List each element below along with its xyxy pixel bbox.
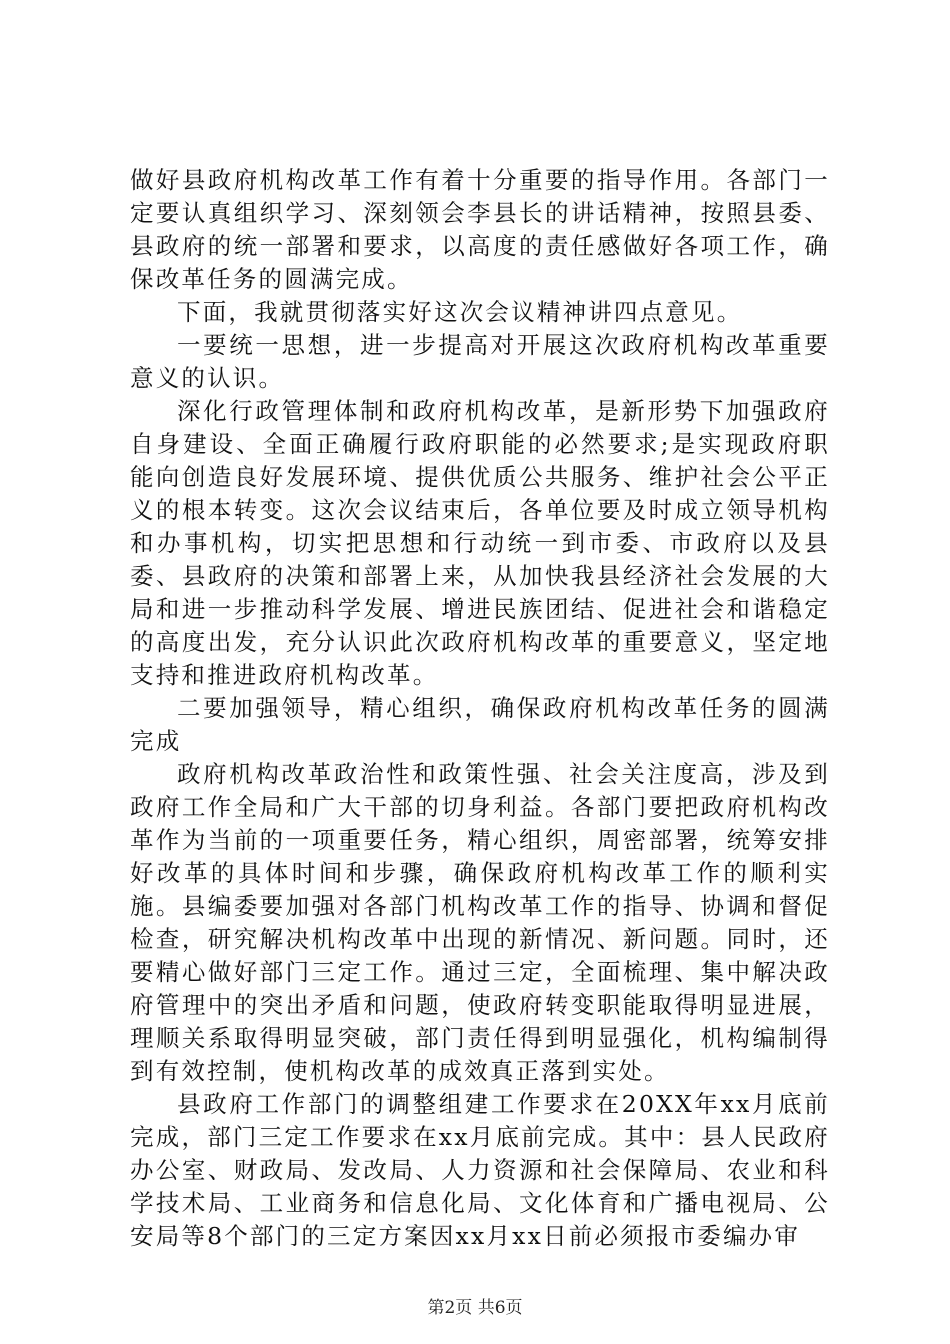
- page-number-footer: 第2页 共6页: [427, 1298, 523, 1318]
- section-heading: 一要统一思想，进一步提高对开展这次政府机构改革重要意义的认识。: [130, 331, 830, 392]
- paragraph: 做好县政府机构改革工作有着十分重要的指导作用。各部门一定要认真组织学习、深刻领会李县长的讲话精神，按照县委、县政府的统一部署和要求，以高度的责任感做好各项工作，确保改革任务的圆满完成。: [130, 166, 830, 293]
- paragraph: 政府机构改革政治性和政策性强、社会关注度高，涉及到政府工作全局和广大干部的切身利益。各部门要把政府机构改革作为当前的一项重要任务，精心组织，周密部署，统筹安排好改革的具体时间和步骤，确保政府机构改革工作的顺利实施。县编委要加强对各部门机构改革工作的指导、协调和督促检查，研究解决机构改革中出现的新情况、新问题。同时，还要精心做好部门三定工作。通过三定，全面梳理、集中解决政府管理中的突出矛盾和问题，使政府转变职能取得明显进展，理顺关系取得明显突破，部门责任得到明显强化，机构编制得到有效控制，使机构改革的成效真正落到实处。: [130, 760, 830, 1085]
- paragraph: 深化行政管理体制和政府机构改革，是新形势下加强政府自身建设、全面正确履行政府职能的必然要求;是实现政府职能向创造良好发展环境、提供优质公共服务、维护社会公平正义的根本转变。这次会议结束后，各单位要及时成立领导机构和办事机构，切实把思想和行动统一到市委、市政府以及县委、县政府的决策和部署上来，从加快我县经济社会发展的大局和进一步推动科学发展、增进民族团结、促进社会和谐稳定的高度出发，充分认识此次政府机构改革的重要意义，坚定地支持和推进政府机构改革。: [130, 397, 830, 689]
- paragraph: 下面，我就贯彻落实好这次会议精神讲四点意见。: [177, 298, 743, 326]
- section-heading: 二要加强领导，精心组织，确保政府机构改革任务的圆满完成: [130, 694, 830, 755]
- document-body: [130, 164, 830, 1253]
- paragraph: 县政府工作部门的调整组建工作要求在20XX年xx月底前完成，部门三定工作要求在xx月底前完成。其中：县人民政府办公室、财政局、发改局、人力资源和社会保障局、农业和科学技术局、工业商务和信息化局、文化体育和广播电视局、公安局等8个部门的三定方案因xx月xx日前必须报市委编办审: [130, 1090, 830, 1250]
